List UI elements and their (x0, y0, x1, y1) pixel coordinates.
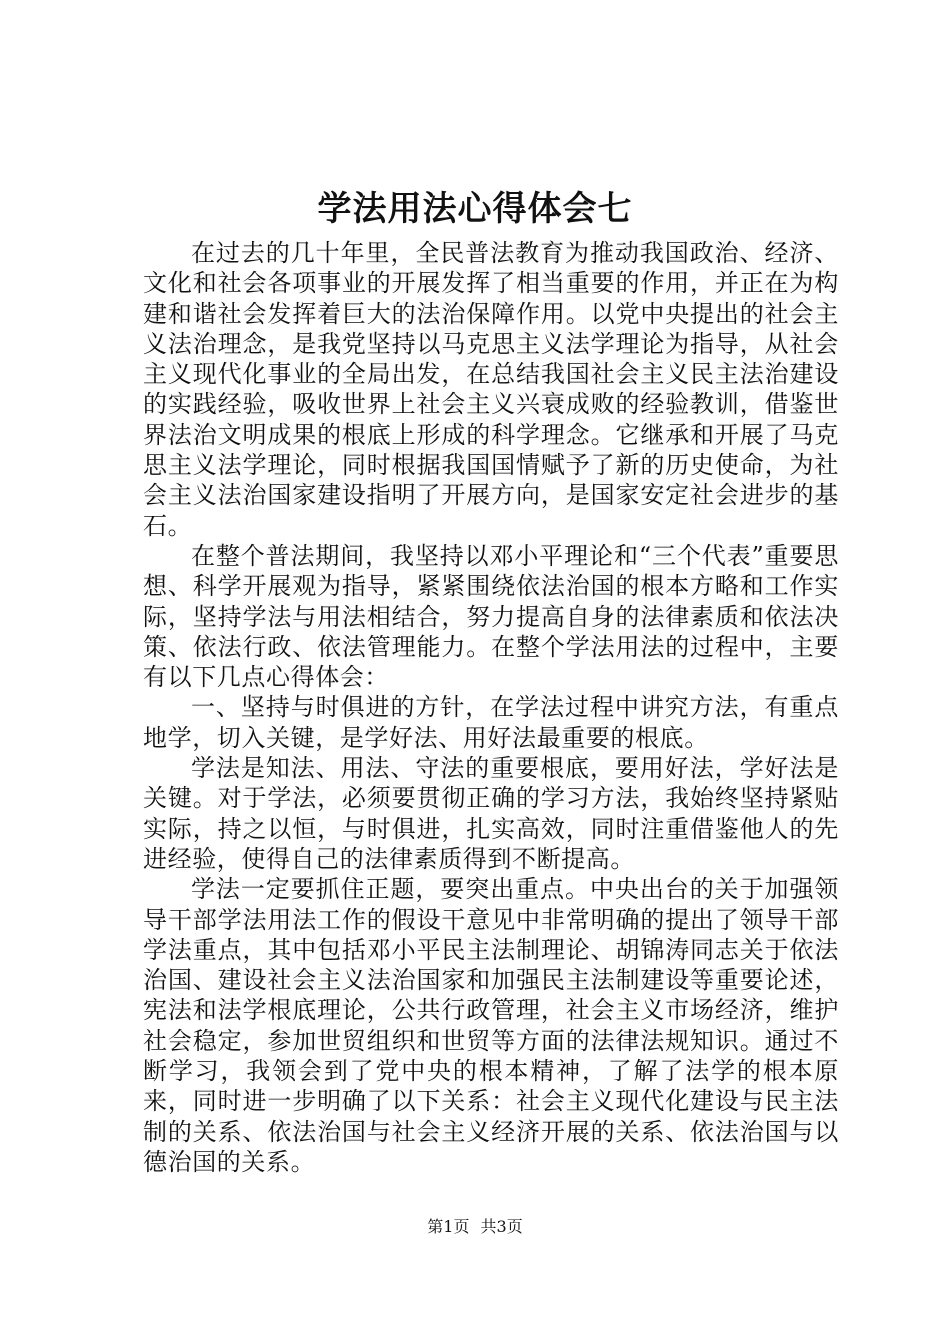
document-title: 学法用法心得体会七 (317, 189, 633, 229)
paragraph-3: 一、坚持与时俱进的方针，在学法过程中讲究方法，有重点地学，切入关键，是学好法、用好法最重要的根底。 (143, 693, 839, 752)
page-number: 第1页 (427, 1217, 470, 1236)
page-total: 共3页 (480, 1217, 523, 1236)
page-footer (0, 1216, 950, 1238)
paragraph-4: 学法是知法、用法、守法的重要根底，要用好法，学好法是关键。对于学法，必须要贯彻正确的学习方法，我始终坚持紧贴实际，持之以恒，与时俱进，扎实高效，同时注重借鉴他人的先进经验，使得自己的法律素质得到不断提高。 (143, 754, 839, 873)
paragraph-1: 在过去的几十年里，全民普法教育为推动我国政治、经济、文化和社会各项事业的开展发挥了相当重要的作用，并正在为构建和谐社会发挥着巨大的法治保障作用。以党中央提出的社会主义法治理念，是我党坚持以马克思主义法学理论为指导，从社会主义现代化事业的全局出发，在总结我国社会主义民主法治建设的实践经验，吸收世界上社会主义兴衰成败的经验教训，借鉴世界法治文明成果的根底上形成的科学理念。它继承和开展了马克思主义法学理论，同时根据我国国情赋予了新的历史使命，为社会主义法治国家建设指明了开展方向，是国家安定社会进步的基石。 (143, 239, 839, 540)
paragraph-2: 在整个普法期间，我坚持以邓小平理论和“三个代表”重要思想、科学开展观为指导，紧紧围绕依法治国的根本方略和工作实际，坚持学法与用法相结合，努力提高自身的法律素质和依法决策、依法行政、依法管理能力。在整个学法用法的过程中，主要有以下几点心得体会： (143, 541, 839, 692)
paragraph-5: 学法一定要抓住正题，要突出重点。中央出台的关于加强领导干部学法用法工作的假设干意见中非常明确的提出了领导干部学法重点，其中包括邓小平民主法制理论、胡锦涛同志关于依法治国、建设社会主义法治国家和加强民主法制建设等重要论述，宪法和法学根底理论，公共行政管理，社会主义市场经济，维护社会稳定，参加世贸组织和世贸等方面的法律法规知识。通过不断学习，我领会到了党中央的根本精神，了解了法学的根本原来，同时进一步明确了以下关系：社会主义现代化建设与民主法制的关系、依法治国与社会主义经济开展的关系、依法治国与以德治国的关系。 (143, 875, 839, 1176)
document-body (143, 238, 839, 1177)
